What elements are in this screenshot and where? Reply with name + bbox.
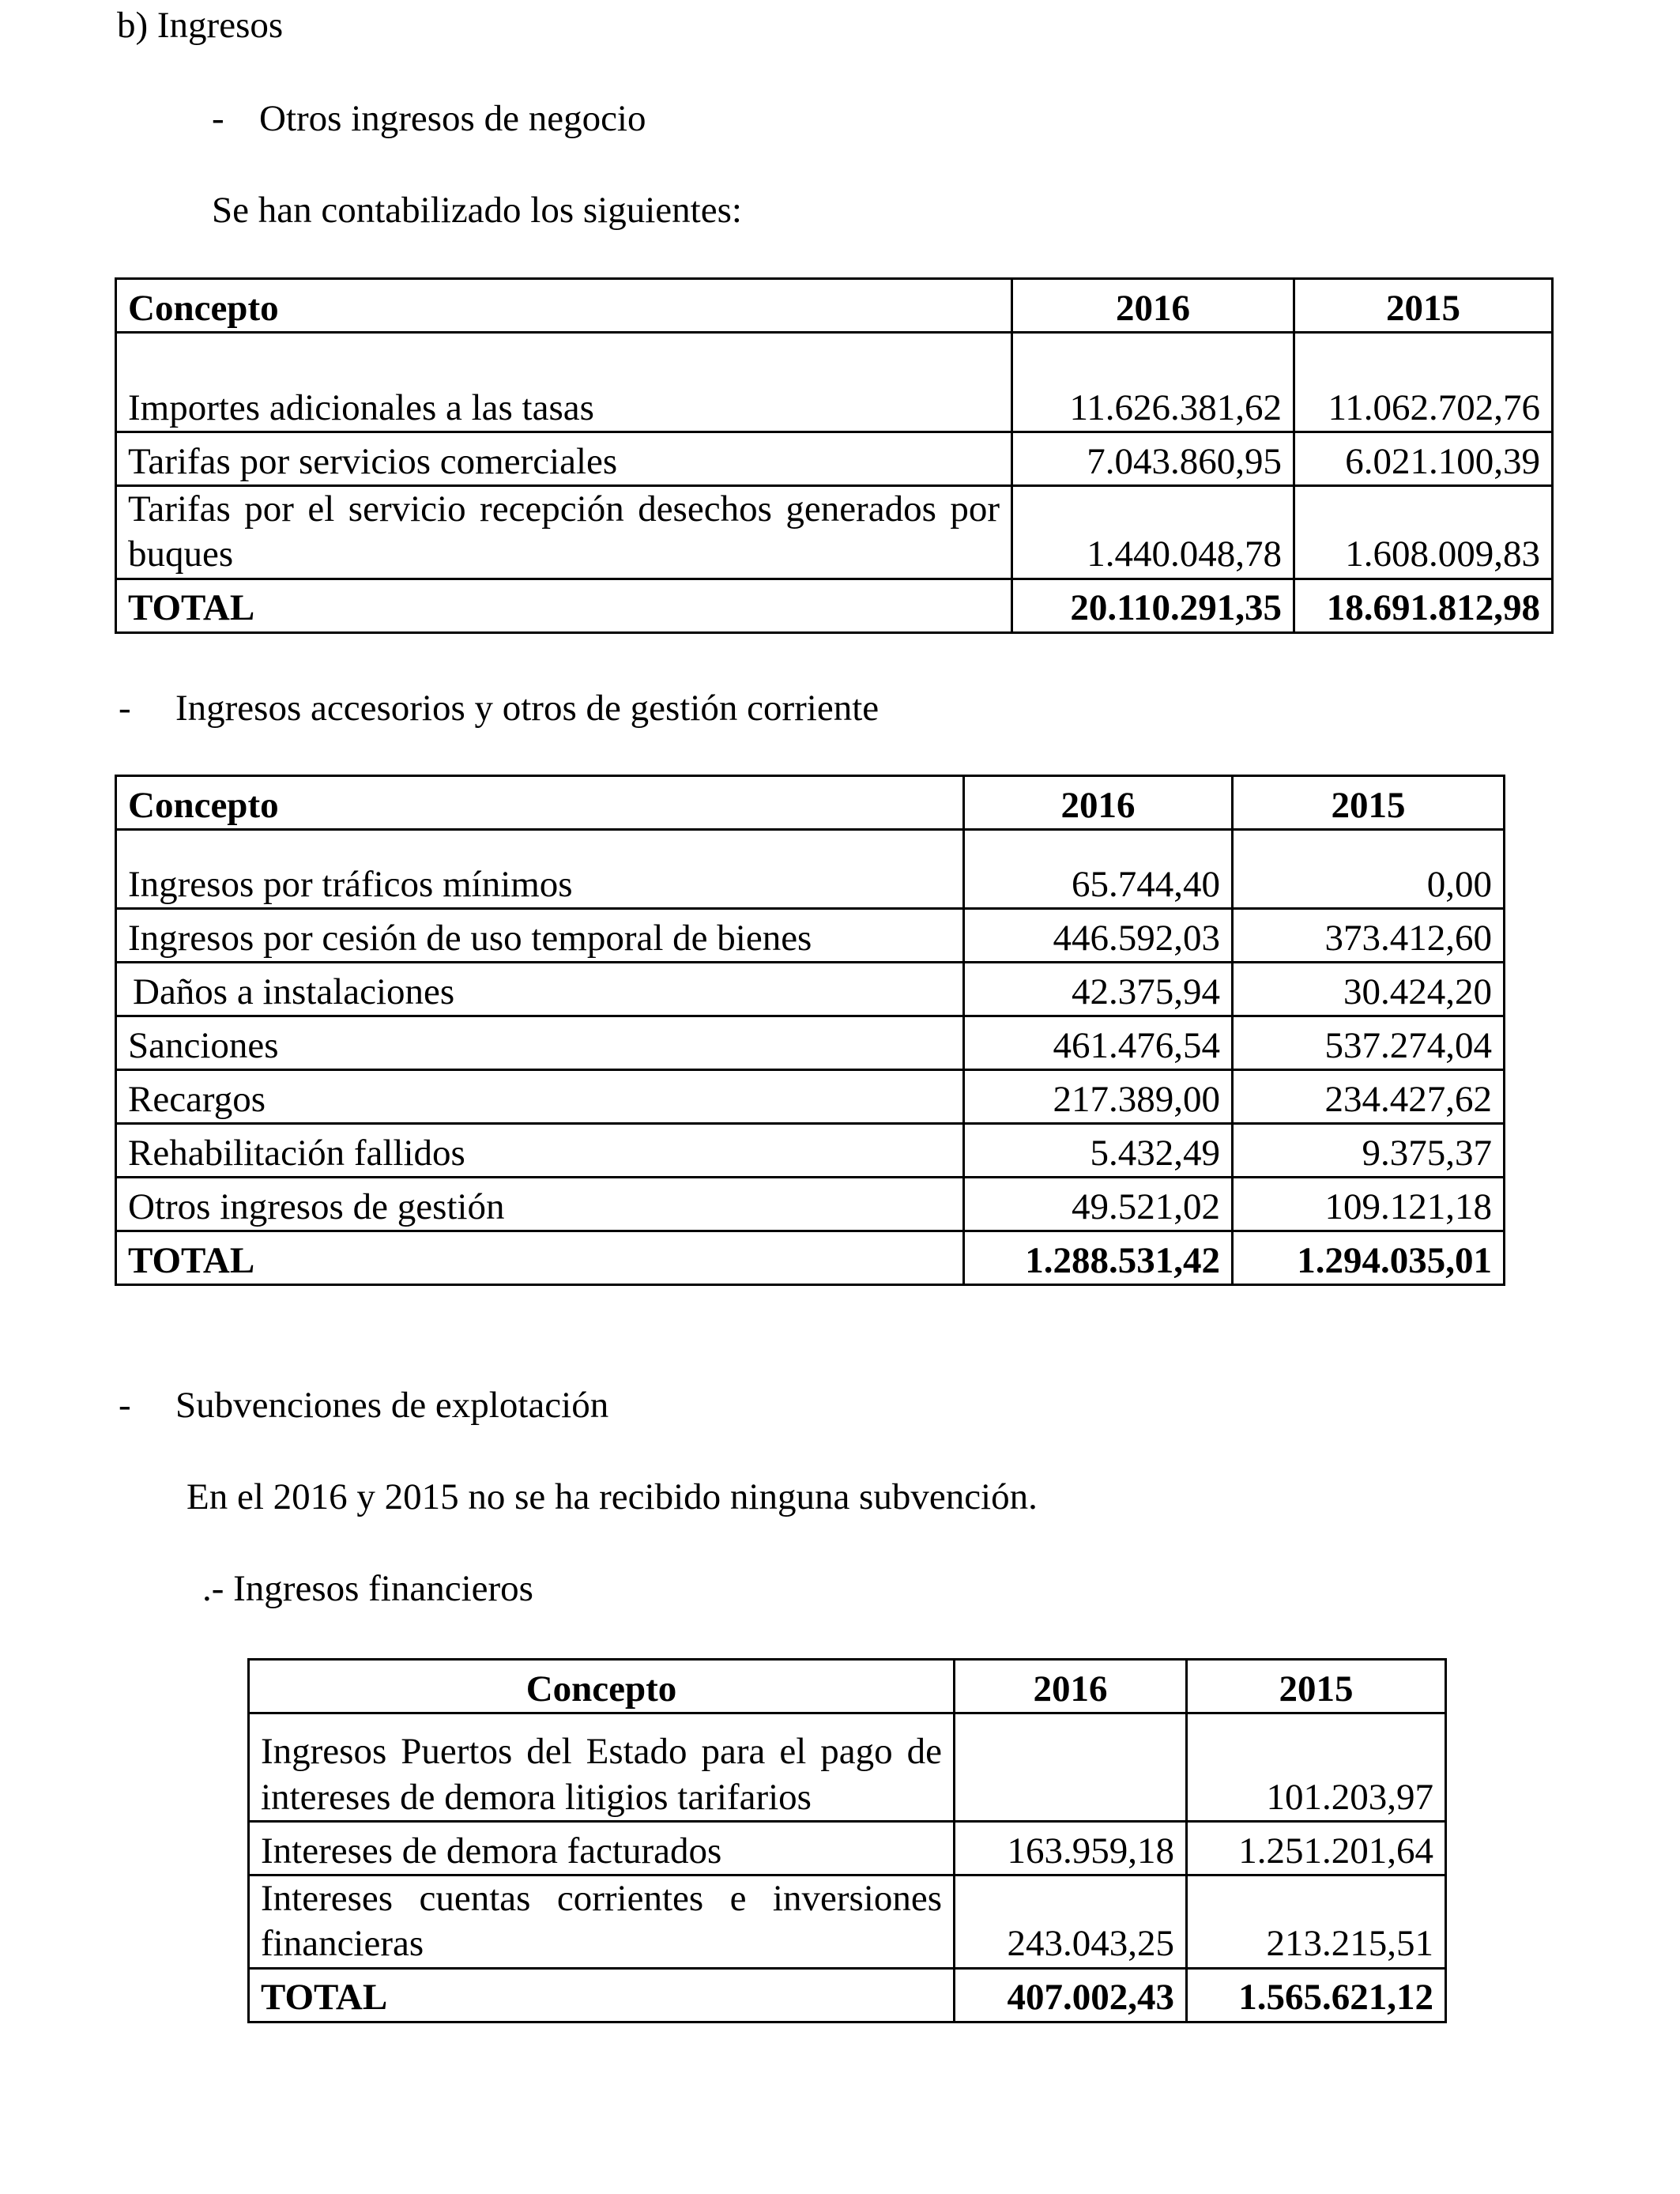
subsection-title: .- Ingresos financieros: [202, 1568, 533, 1609]
header-2015: 2015: [1233, 776, 1505, 830]
cell-2016: 42.375,94: [964, 963, 1233, 1016]
cell-2015: 101.203,97: [1187, 1713, 1446, 1822]
cell-concepto: Tarifas por servicios comerciales: [116, 432, 1012, 486]
cell-2016: 5.432,49: [964, 1124, 1233, 1178]
header-2016: 2016: [955, 1660, 1187, 1713]
header-2016: 2016: [1012, 279, 1294, 333]
table-row: [249, 1875, 1446, 1969]
subsection-title: Otros ingresos de negocio: [259, 98, 646, 139]
cell-concepto: Tarifas por el servicio recepción desechos generados por buques: [116, 486, 1012, 579]
subvencion-text: En el 2016 y 2015 no se ha recibido ninguna subvención.: [186, 1476, 1038, 1517]
table-header-row: [116, 279, 1553, 333]
table-row: [116, 830, 1505, 909]
total-2015: 18.691.812,98: [1294, 579, 1553, 632]
otros-ingresos-table: [115, 277, 1554, 634]
header-concepto: Concepto: [249, 1660, 955, 1713]
cell-2015: 373.412,60: [1233, 909, 1505, 963]
total-2016: 1.288.531,42: [964, 1231, 1233, 1285]
table-row: [116, 432, 1553, 486]
bullet-dash: -: [212, 98, 224, 139]
cell-2015: 1.251.201,64: [1187, 1822, 1446, 1875]
cell-2016: [955, 1713, 1187, 1822]
cell-concepto: Importes adicionales a las tasas: [116, 333, 1012, 432]
cell-2016: 217.389,00: [964, 1070, 1233, 1124]
table-row: [116, 963, 1505, 1016]
table-row: [249, 1822, 1446, 1875]
cell-concepto: Ingresos por tráficos mínimos: [116, 830, 964, 909]
cell-2015: 30.424,20: [1233, 963, 1505, 1016]
cell-2016: 446.592,03: [964, 909, 1233, 963]
cell-2016: 163.959,18: [955, 1822, 1187, 1875]
cell-2016: 65.744,40: [964, 830, 1233, 909]
header-2016: 2016: [964, 776, 1233, 830]
cell-2015: 537.274,04: [1233, 1016, 1505, 1070]
total-2016: 407.002,43: [955, 1968, 1187, 2022]
subsection-title: Subvenciones de explotación: [175, 1385, 609, 1426]
total-2015: 1.565.621,12: [1187, 1968, 1446, 2022]
total-2015: 1.294.035,01: [1233, 1231, 1505, 1285]
table-row: [116, 486, 1553, 579]
cell-2016: 11.626.381,62: [1012, 333, 1294, 432]
total-row: [116, 579, 1553, 632]
header-concepto: Concepto: [116, 776, 964, 830]
cell-concepto: Sanciones: [116, 1016, 964, 1070]
table-row: [116, 1124, 1505, 1178]
cell-2015: 1.608.009,83: [1294, 486, 1553, 579]
ingresos-financieros-table: [247, 1658, 1447, 2023]
cell-2015: 6.021.100,39: [1294, 432, 1553, 486]
total-2016: 20.110.291,35: [1012, 579, 1294, 632]
cell-2016: 7.043.860,95: [1012, 432, 1294, 486]
cell-concepto: Daños a instalaciones: [116, 963, 964, 1016]
total-row: [116, 1231, 1505, 1285]
table-header-row: [116, 776, 1505, 830]
table-header-row: [249, 1660, 1446, 1713]
cell-2016: 49.521,02: [964, 1178, 1233, 1231]
cell-2015: 234.427,62: [1233, 1070, 1505, 1124]
bullet-dash: -: [119, 1385, 131, 1426]
table-row: [249, 1713, 1446, 1822]
cell-concepto: Ingresos por cesión de uso temporal de bienes: [116, 909, 964, 963]
total-label: TOTAL: [116, 579, 1012, 632]
cell-2016: 461.476,54: [964, 1016, 1233, 1070]
cell-concepto: Intereses cuentas corrientes e inversiones financieras: [249, 1875, 955, 1969]
section-heading: b) Ingresos: [117, 5, 284, 46]
cell-2015: 213.215,51: [1187, 1875, 1446, 1969]
cell-2016: 1.440.048,78: [1012, 486, 1294, 579]
header-2015: 2015: [1294, 279, 1553, 333]
header-concepto: Concepto: [116, 279, 1012, 333]
total-row: [249, 1968, 1446, 2022]
cell-2015: 11.062.702,76: [1294, 333, 1553, 432]
cell-2015: 9.375,37: [1233, 1124, 1505, 1178]
cell-2015: 0,00: [1233, 830, 1505, 909]
bullet-dash: -: [119, 688, 131, 729]
total-label: TOTAL: [116, 1231, 964, 1285]
ingresos-accesorios-table: [115, 775, 1505, 1286]
header-2015: 2015: [1187, 1660, 1446, 1713]
table-row: [116, 1016, 1505, 1070]
cell-concepto: Otros ingresos de gestión: [116, 1178, 964, 1231]
cell-concepto: Intereses de demora facturados: [249, 1822, 955, 1875]
table-row: [116, 1178, 1505, 1231]
cell-concepto: Ingresos Puertos del Estado para el pago de intereses de demora litigios tarifarios: [249, 1713, 955, 1822]
cell-concepto: Recargos: [116, 1070, 964, 1124]
table-row: [116, 1070, 1505, 1124]
cell-2016: 243.043,25: [955, 1875, 1187, 1969]
total-label: TOTAL: [249, 1968, 955, 2022]
intro-text: Se han contabilizado los siguientes:: [212, 190, 742, 231]
cell-2015: 109.121,18: [1233, 1178, 1505, 1231]
table-row: [116, 333, 1553, 432]
cell-concepto: Rehabilitación fallidos: [116, 1124, 964, 1178]
table-row: [116, 909, 1505, 963]
subsection-title: Ingresos accesorios y otros de gestión corriente: [175, 688, 880, 729]
